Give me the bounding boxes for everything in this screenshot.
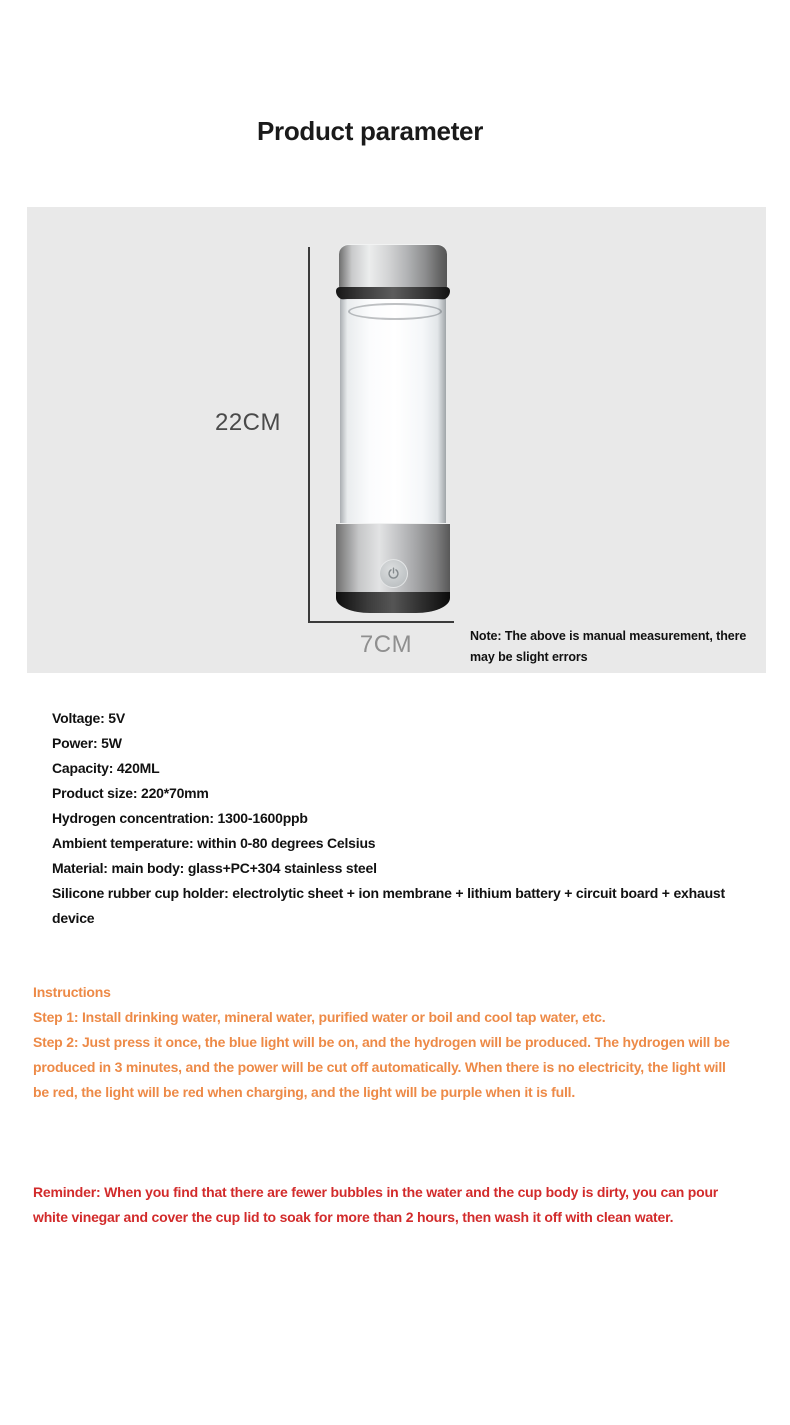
spec-material: Material: main body: glass+PC+304 stainless steel	[52, 860, 377, 876]
page-title: Product parameter	[256, 116, 484, 146]
spec-capacity: Capacity: 420ML	[52, 760, 160, 776]
instruction-step-1: Step 1: Install drinking water, mineral water, purified water or boil and cool tap water, etc.	[33, 1009, 606, 1025]
reminder-section	[33, 1180, 725, 1230]
height-dimension-label: 22CM	[214, 409, 282, 436]
instruction-step-2: Step 2: Just press it once, the blue light will be on, and the hydrogen will be produced. The hydrogen will be produced in 3 minutes, and the power will be cut off automatically. When there is no electricity, the light will be red, the light will be red when charging, and the light will be purple when it is full.	[33, 1034, 730, 1100]
spec-product-size: Product size: 220*70mm	[52, 785, 209, 801]
spec-power: Power: 5W	[52, 735, 122, 751]
spec-ambient-temperature: Ambient temperature: within 0-80 degrees Celsius	[52, 835, 376, 851]
width-dimension-label: 7CM	[359, 631, 413, 658]
spec-hydrogen-concentration: Hydrogen concentration: 1300-1600ppb	[52, 810, 308, 826]
spec-cup-holder: Silicone rubber cup holder: electrolytic sheet + ion membrane + lithium battery + circuit board + exhaust device	[52, 885, 725, 926]
measurement-note: Note: The above is manual measurement, there may be slight errors	[470, 629, 747, 664]
product-figure-panel	[27, 207, 766, 673]
instructions-section	[33, 980, 739, 1105]
specs-list	[52, 706, 742, 931]
instructions-heading: Instructions	[33, 984, 111, 1000]
spec-voltage: Voltage: 5V	[52, 710, 126, 726]
measurement-bracket	[308, 247, 454, 623]
reminder-text: Reminder: When you find that there are fewer bubbles in the water and the cup body is dirty, you can pour white vinegar and cover the cup lid to soak for more than 2 hours, then wash it off with clean water.	[33, 1184, 719, 1225]
